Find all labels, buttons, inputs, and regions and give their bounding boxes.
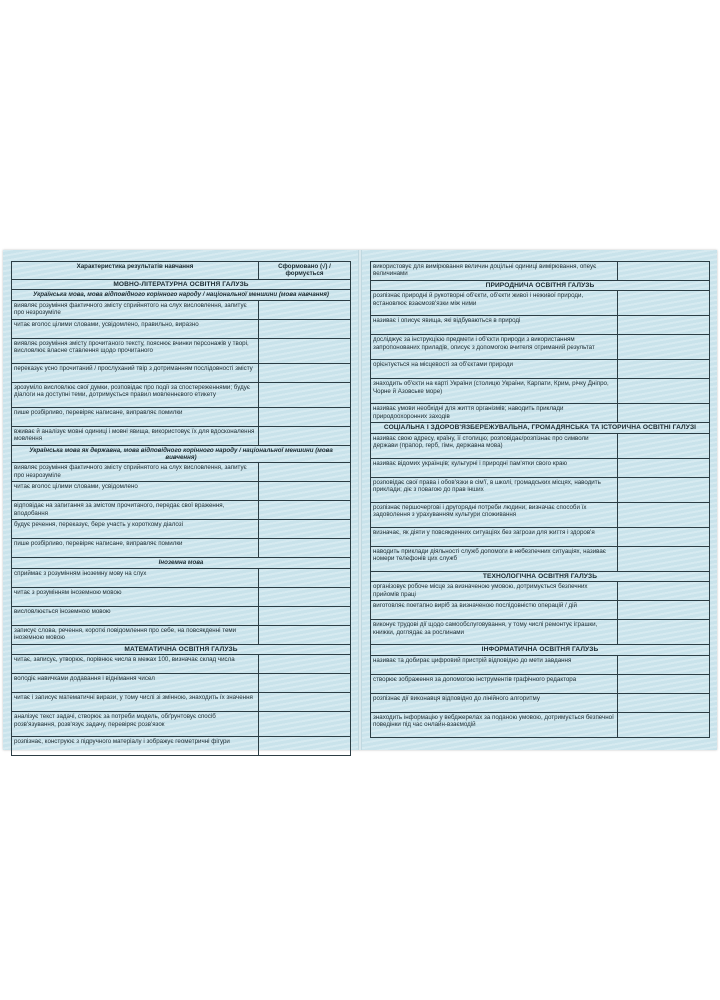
- status-checkbox-cell[interactable]: [259, 482, 351, 501]
- section-title: [371, 281, 710, 291]
- section-title-label: ТЕХНОЛОГІЧНА ОСВІТНЯ ГАЛУЗЬ: [371, 571, 710, 581]
- result-description: читає, записує, утворює, порівнює числа в межах 100, визначає склад числа: [12, 655, 259, 674]
- status-checkbox-cell[interactable]: [618, 379, 710, 404]
- table-row: [12, 606, 351, 625]
- result-description: читає і записує математичні вирази, у тому числі зі змінною, знаходить їх значення: [12, 693, 259, 712]
- status-checkbox-cell[interactable]: [618, 601, 710, 620]
- result-description: розпізнає першочергові і другорядні потреби людини; визначає способи їх задоволення з урахуванням культури споживання: [371, 502, 618, 527]
- result-description: аналізує текст задачі, створює за потреби модель, обґрунтовує спосіб розв'язування, розв'язує задачу, перевіряє розв'язок: [12, 712, 259, 737]
- table-row: [12, 426, 351, 445]
- table-row: [12, 737, 351, 756]
- result-description: відповідає на запитання за змістом прочитаного, передає свої враження, вподобання: [12, 501, 259, 520]
- table-row: [12, 338, 351, 363]
- status-checkbox-cell[interactable]: [618, 433, 710, 458]
- open-book-spread: [3, 250, 717, 750]
- table-row: [12, 655, 351, 674]
- right-page: [360, 250, 717, 750]
- section-title: [371, 645, 710, 655]
- subsection-title: [12, 445, 351, 463]
- status-checkbox-cell[interactable]: [618, 477, 710, 502]
- table-row: [12, 407, 351, 426]
- status-checkbox-cell[interactable]: [618, 335, 710, 360]
- table-row: [12, 300, 351, 319]
- status-checkbox-cell[interactable]: [259, 625, 351, 644]
- status-checkbox-cell[interactable]: [618, 360, 710, 379]
- table-row: [12, 674, 351, 693]
- result-description: виготовляє поетапно виріб за визначеною послідовністю операцій / дій: [371, 601, 618, 620]
- result-description: організовує робоче місце за визначеною умовою, дотримується безпечних прийомів праці: [371, 582, 618, 601]
- status-checkbox-cell[interactable]: [618, 620, 710, 645]
- status-checkbox-cell[interactable]: [618, 712, 710, 737]
- subsection-title-label: Українська мова, мова відповідного корінного народу / національної меншини (мова навчання): [12, 290, 351, 300]
- status-checkbox-cell[interactable]: [259, 300, 351, 319]
- status-checkbox-cell[interactable]: [618, 546, 710, 571]
- book-gutter: [358, 250, 362, 750]
- table-row: [371, 262, 710, 281]
- table-row: [371, 601, 710, 620]
- table-row: [371, 360, 710, 379]
- table-row: [371, 693, 710, 712]
- result-description: виявляє розуміння фактичного змісту сприйнятого на слух висловлення, запитує про незрозуміле: [12, 300, 259, 319]
- status-checkbox-cell[interactable]: [618, 582, 710, 601]
- status-checkbox-cell[interactable]: [259, 520, 351, 539]
- left-results-table: [11, 261, 351, 756]
- result-description: зрозуміло висловлює свої думки, розповідає про події за спостереженнями; будує діалоги на доступні теми, дотримується правил мовленнєвого етикету: [12, 382, 259, 407]
- table-row: [12, 501, 351, 520]
- subsection-title: [12, 558, 351, 568]
- status-checkbox-cell[interactable]: [618, 458, 710, 477]
- status-checkbox-cell[interactable]: [259, 463, 351, 482]
- section-title-label: МАТЕМАТИЧНА ОСВІТНЯ ГАЛУЗЬ: [12, 644, 351, 654]
- result-description: записує слова, речення, короткі повідомлення про себе, на повсякденні теми іноземною мовою: [12, 625, 259, 644]
- status-checkbox-cell[interactable]: [259, 737, 351, 756]
- status-checkbox-cell[interactable]: [259, 712, 351, 737]
- table-row: [371, 458, 710, 477]
- status-checkbox-cell[interactable]: [259, 501, 351, 520]
- result-description: називає і описує явища, які відбуваються в природі: [371, 316, 618, 335]
- section-title: [12, 279, 351, 289]
- table-row: [371, 316, 710, 335]
- table-row: [12, 539, 351, 558]
- table-row: [371, 527, 710, 546]
- table-row: [371, 582, 710, 601]
- table-row: [371, 712, 710, 737]
- result-description: розпізнає, конструює з підручного матеріалу і зображує геометричні фігури: [12, 737, 259, 756]
- result-description: читає з розумінням іноземною мовою: [12, 587, 259, 606]
- column-header-characteristic: Характеристика результатів навчання: [12, 262, 259, 280]
- result-description: досліджує за інструкцією предмети і об'єкти природи з використанням запропонованих приладів, описує з допомогою вчителя отриманий результат: [371, 335, 618, 360]
- table-row: [371, 502, 710, 527]
- status-checkbox-cell[interactable]: [259, 382, 351, 407]
- status-checkbox-cell[interactable]: [618, 262, 710, 281]
- result-description: називає умови необхідні для життя організмів; наводить приклади природоохоронних заходів: [371, 404, 618, 423]
- result-description: переказує усно прочитаний / прослуханий твір з дотриманням послідовності змісту: [12, 363, 259, 382]
- result-description: знаходить об'єкти на карті України (столицю України, Карпати, Крим, річку Дніпро, Чорне й Азовське море): [371, 379, 618, 404]
- result-description: розпізнає природні й рукотворні об'єкти, об'єкти живої і неживої природи, встановлює взаємозв'язки між ними: [371, 291, 618, 316]
- result-description: створює зображення за допомогою інструментів графічного редактора: [371, 674, 618, 693]
- table-row: [12, 520, 351, 539]
- result-description: називає відомих українців; культурні і природні пам'ятки свого краю: [371, 458, 618, 477]
- section-title: [371, 423, 710, 433]
- result-description: володіє навичками додавання і віднімання чисел: [12, 674, 259, 693]
- status-checkbox-cell[interactable]: [259, 319, 351, 338]
- result-description: розпізнає дії виконавця відповідно до лінійного алгоритму: [371, 693, 618, 712]
- status-checkbox-cell[interactable]: [259, 363, 351, 382]
- status-checkbox-cell[interactable]: [618, 316, 710, 335]
- result-description: пише розбірливо, перевіряє написане, виправляє помилки: [12, 539, 259, 558]
- table-row: [371, 674, 710, 693]
- table-row: [12, 568, 351, 587]
- result-description: читає вголос цілими словами, усвідомлено: [12, 482, 259, 501]
- section-title: [371, 571, 710, 581]
- status-checkbox-cell[interactable]: [618, 527, 710, 546]
- result-description: виконує трудові дії щодо самообслуговування, у тому числі ремонтує іграшки, книжки, доглядає за рослинами: [371, 620, 618, 645]
- result-description: називає свою адресу, країну, її столицю; розповідає/розпізнає про символи держави (прапор, герб, гімн, державна мова): [371, 433, 618, 458]
- table-row: [371, 379, 710, 404]
- right-results-table: [370, 261, 710, 738]
- column-header-status: Сформовано (√) / формується: [259, 262, 351, 280]
- result-description: читає вголос цілими словами, усвідомлено, правильно, виразно: [12, 319, 259, 338]
- table-row: [12, 625, 351, 644]
- result-description: використовує для вимірювання величин доцільні одиниці вимірювання, опеує величинами: [371, 262, 618, 281]
- result-description: будує речення, переказує, бере участь у короткому діалозі: [12, 520, 259, 539]
- status-checkbox-cell[interactable]: [618, 404, 710, 423]
- result-description: орієнтується на місцевості за об'єктами природи: [371, 360, 618, 379]
- table-row: [12, 712, 351, 737]
- result-description: виявляє розуміння фактичного змісту сприйнятого на слух висловлення, запитує про незрозуміле: [12, 463, 259, 482]
- table-row: [12, 587, 351, 606]
- status-checkbox-cell[interactable]: [259, 606, 351, 625]
- result-description: сприймає з розумінням іноземну мову на слух: [12, 568, 259, 587]
- status-checkbox-cell[interactable]: [259, 587, 351, 606]
- result-description: висловлюється іноземною мовою: [12, 606, 259, 625]
- status-checkbox-cell[interactable]: [618, 693, 710, 712]
- table-row: [371, 546, 710, 571]
- status-checkbox-cell[interactable]: [618, 502, 710, 527]
- section-title: [12, 644, 351, 654]
- status-checkbox-cell[interactable]: [618, 291, 710, 316]
- result-description: вживає й аналізує мовні одиниці і мовні явища, використовує їх для вдосконалення мовлення: [12, 426, 259, 445]
- table-row: [371, 433, 710, 458]
- table-row: [371, 291, 710, 316]
- result-description: пише розбірливо, перевіряє написане, виправляє помилки: [12, 407, 259, 426]
- table-row: [371, 404, 710, 423]
- table-row: [12, 693, 351, 712]
- status-checkbox-cell[interactable]: [618, 655, 710, 674]
- section-title-label: СОЦІАЛЬНА І ЗДОРОВ'ЯЗБЕРЕЖУВАЛЬНА, ГРОМАДЯНСЬКА ТА ІСТОРИЧНА ОСВІТНІ ГАЛУЗІ: [371, 423, 710, 433]
- table-row: [12, 319, 351, 338]
- status-checkbox-cell[interactable]: [259, 674, 351, 693]
- table-row: [12, 482, 351, 501]
- table-row: [371, 477, 710, 502]
- result-description: розповідає свої права і обов'язки в сім'ї, в школі, громадських місцях, наводить приклади; діє з повагою до прав інших: [371, 477, 618, 502]
- result-description: називає та добирає цифровий пристрій відповідно до мети завдання: [371, 655, 618, 674]
- status-checkbox-cell[interactable]: [259, 407, 351, 426]
- table-row: [12, 382, 351, 407]
- table-row: [371, 655, 710, 674]
- status-checkbox-cell[interactable]: [259, 338, 351, 363]
- subsection-title-label: Іноземна мова: [12, 558, 351, 568]
- subsection-title-label: Українська мова як державна, мова відповідного корінного народу / національної меншини (мова вивчення): [12, 445, 351, 463]
- status-checkbox-cell[interactable]: [259, 539, 351, 558]
- table-row: [371, 620, 710, 645]
- table-row: [12, 363, 351, 382]
- section-title-label: ІНФОРМАТИЧНА ОСВІТНЯ ГАЛУЗЬ: [371, 645, 710, 655]
- status-checkbox-cell[interactable]: [618, 674, 710, 693]
- table-row: [371, 335, 710, 360]
- status-checkbox-cell[interactable]: [259, 693, 351, 712]
- subsection-title: [12, 290, 351, 300]
- left-page: [3, 250, 360, 750]
- table-row: [12, 463, 351, 482]
- status-checkbox-cell[interactable]: [259, 568, 351, 587]
- result-description: наводить приклади діяльності служб допомоги в небезпечних ситуаціях, називає номери телефонів цих служб: [371, 546, 618, 571]
- result-description: виявляє розуміння змісту прочитаного тексту, пояснює вчинки персонажів у творі, висловлює власне ставлення щодо прочитаного: [12, 338, 259, 363]
- status-checkbox-cell[interactable]: [259, 426, 351, 445]
- table-header-row: [12, 262, 351, 280]
- status-checkbox-cell[interactable]: [259, 655, 351, 674]
- result-description: знаходить інформацію у вебджерелах за поданою умовою, дотримується безпечної поведінки під час онлайн-взаємодій: [371, 712, 618, 737]
- section-title-label: ПРИРОДНИЧА ОСВІТНЯ ГАЛУЗЬ: [371, 281, 710, 291]
- result-description: визначає, як діяти у повсякденних ситуаціях без загрози для життя і здоров'я: [371, 527, 618, 546]
- section-title-label: МОВНО-ЛІТЕРАТУРНА ОСВІТНЯ ГАЛУЗЬ: [12, 279, 351, 289]
